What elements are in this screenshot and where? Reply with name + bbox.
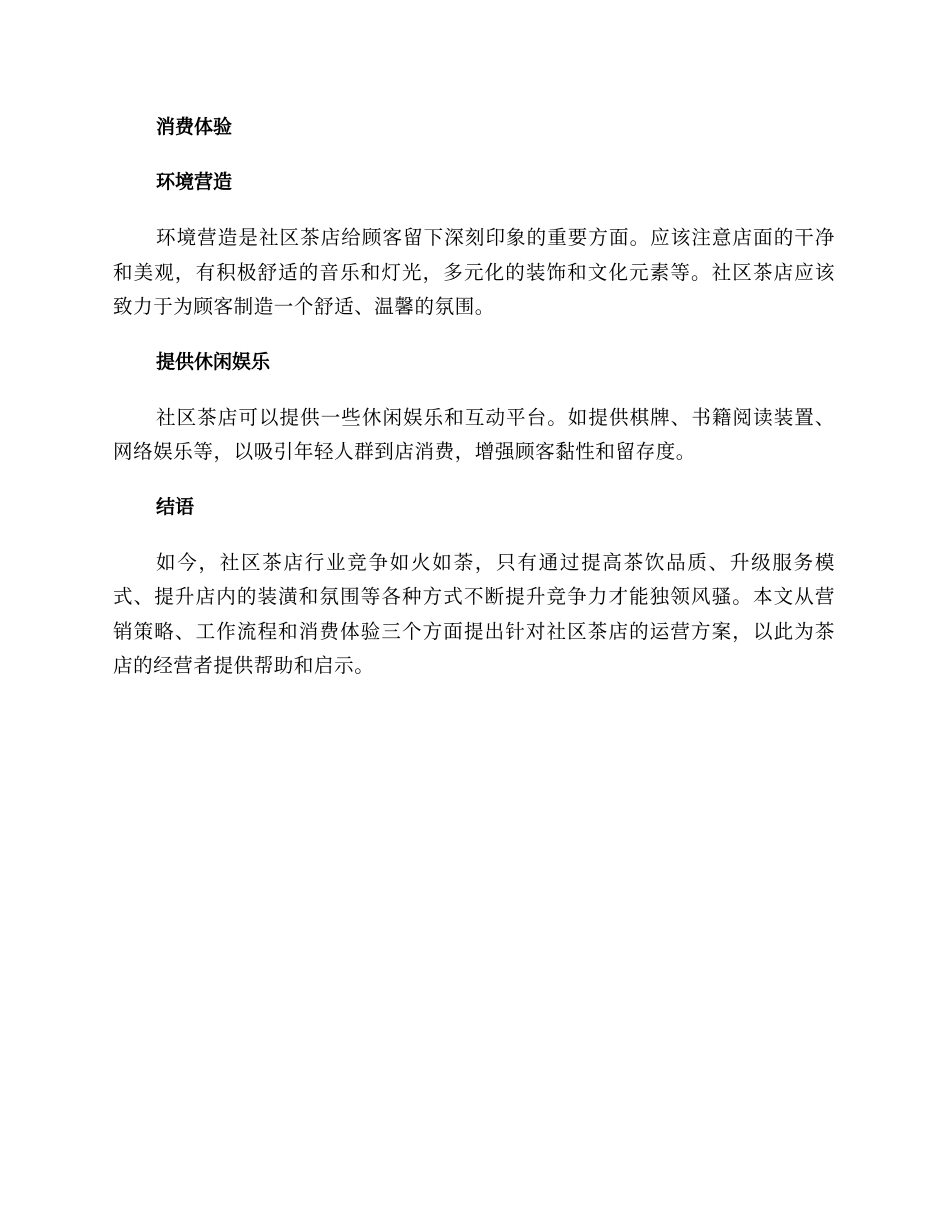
paragraph-conclusion: 如今，社区茶店行业竞争如火如荼，只有通过提高茶饮品质、升级服务模式、提升店内的装潢和氛围等各种方式不断提升竞争力才能独领风骚。本文从营销策略、工作流程和消费体验三个方面提出针对社区茶店的运营方案，以此为茶店的经营者提供帮助和启示。 [113,550,835,677]
document-page [113,111,835,705]
subheading-environment: 环境营造 [156,171,233,193]
paragraph-leisure: 社区茶店可以提供一些休闲娱乐和互动平台。如提供棋牌、书籍阅读装置、网络娱乐等，以吸引年轻人群到店消费，增强顾客黏性和留存度。 [113,405,835,463]
paragraph-environment: 环境营造是社区茶店给顾客留下深刻印象的重要方面。应该注意店面的干净和美观，有积极舒适的音乐和灯光，多元化的装饰和文化元素等。社区茶店应该致力于为顾客制造一个舒适、温馨的氛围。 [113,226,835,318]
subheading-leisure: 提供休闲娱乐 [156,350,271,373]
section-title: 消费体验 [156,116,233,138]
subheading-conclusion: 结语 [156,495,195,518]
